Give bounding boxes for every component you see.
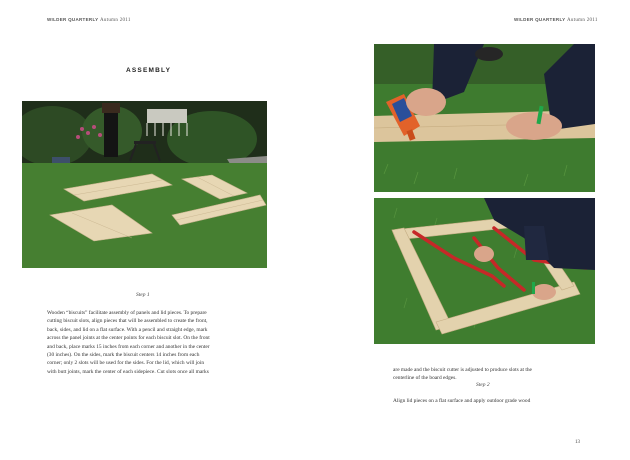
body-line: centerline of the board edges. — [393, 375, 457, 382]
clamping-frame-illustration — [374, 198, 595, 344]
body-line: and back, place marks 15 inches from each corner and another in the center — [47, 343, 210, 350]
body-text-right-step2 — [393, 397, 573, 405]
body-line: Align lid pieces on a flat surface and apply outdoor grade wood — [393, 398, 531, 404]
photo-boards-on-lawn — [22, 101, 267, 268]
body-line: with butt joints, mark the center of each sidepiece. Cut slots once all marks — [47, 368, 209, 375]
issue-season: Autumn 2011 — [99, 18, 131, 23]
body-text-right-continued — [393, 366, 573, 383]
body-line: Wooden “biscuits” facilitate assembly of panels and lid pieces. To prepare — [47, 310, 207, 316]
running-header-right — [514, 17, 598, 23]
body-line: are made and the biscuit cutter is adjusted to produce slots at the — [393, 367, 532, 373]
body-line: (30 inches). On the sides, mark the biscuit centers 14 inches from each — [47, 352, 200, 359]
caption-step-1: Step 1 — [136, 292, 150, 298]
body-line: across the panel joints at the center points for each biscuit slot. On the front — [47, 335, 210, 342]
section-title: ASSEMBLY — [126, 67, 172, 74]
issue-season: Autumn 2011 — [566, 18, 598, 23]
body-text-left — [47, 309, 269, 376]
body-line: cutting biscuit slots, align pieces that will be assembled to create the front, — [47, 318, 208, 325]
page-number: 13 — [575, 440, 580, 445]
body-line: corner; only 2 slots will be used for the sides. For the lid, which will join — [47, 360, 205, 367]
photo-applying-glue — [374, 44, 595, 192]
publication-name: WILDER QUARTERLY — [514, 17, 566, 22]
applying-glue-illustration — [374, 44, 595, 192]
photo-clamping-frame — [374, 198, 595, 344]
running-header-left — [47, 17, 131, 23]
publication-name: WILDER QUARTERLY — [47, 17, 99, 22]
caption-step-2: Step 2 — [476, 382, 490, 388]
body-line: back, sides, and lid on a flat surface. With a pencil and straight edge, mark — [47, 326, 208, 333]
boards-on-lawn-illustration — [22, 101, 267, 268]
